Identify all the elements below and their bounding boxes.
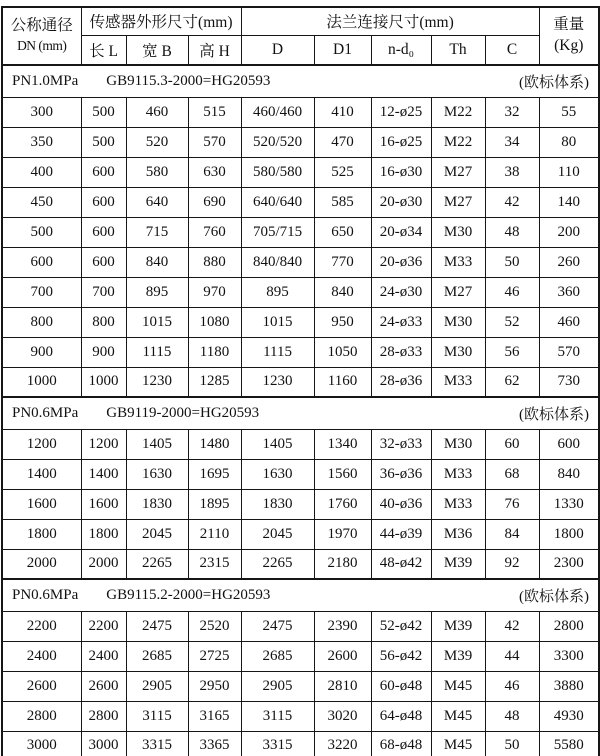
cell-c: 46 — [485, 671, 539, 701]
cell-n-d0: 24-ø33 — [371, 307, 431, 337]
cell-length-l: 2000 — [81, 549, 126, 579]
section-header-row — [2, 579, 599, 611]
cell-length-l: 700 — [81, 277, 126, 307]
cell-d: 1830 — [241, 489, 314, 519]
cell-dn: 2400 — [2, 641, 81, 671]
cell-dn: 800 — [2, 307, 81, 337]
cell-n-d0: 12-ø25 — [371, 97, 431, 127]
cell-d1: 2180 — [314, 549, 371, 579]
cell-dn: 300 — [2, 97, 81, 127]
cell-n-d0: 68-ø48 — [371, 731, 431, 756]
cell-d: 460/460 — [241, 97, 314, 127]
cell-n-d0: 36-ø36 — [371, 459, 431, 489]
cell-height-h: 880 — [188, 247, 241, 277]
cell-dn: 2200 — [2, 611, 81, 641]
cell-d1: 650 — [314, 217, 371, 247]
cell-length-l: 1000 — [81, 367, 126, 397]
cell-d: 3115 — [241, 701, 314, 731]
cell-c: 34 — [485, 127, 539, 157]
cell-length-l: 600 — [81, 157, 126, 187]
cell-weight: 360 — [539, 277, 599, 307]
cell-height-h: 515 — [188, 97, 241, 127]
cell-length-l: 1600 — [81, 489, 126, 519]
table-row — [2, 611, 599, 641]
cell-n-d0: 20-ø36 — [371, 247, 431, 277]
cell-width-b: 1115 — [126, 337, 188, 367]
cell-height-h: 3165 — [188, 701, 241, 731]
cell-dn: 500 — [2, 217, 81, 247]
page — [0, 6, 600, 756]
header-d: D — [241, 35, 314, 65]
cell-d1: 525 — [314, 157, 371, 187]
cell-height-h: 1695 — [188, 459, 241, 489]
cell-weight: 140 — [539, 187, 599, 217]
cell-width-b: 715 — [126, 217, 188, 247]
header-weight-line2: (Kg) — [554, 37, 584, 54]
cell-d1: 3020 — [314, 701, 371, 731]
cell-c: 42 — [485, 611, 539, 641]
table-row — [2, 127, 599, 157]
table-row — [2, 97, 599, 127]
cell-c: 62 — [485, 367, 539, 397]
cell-width-b: 1830 — [126, 489, 188, 519]
cell-dn: 2800 — [2, 701, 81, 731]
cell-length-l: 2800 — [81, 701, 126, 731]
cell-weight: 4930 — [539, 701, 599, 731]
header-height-h: 高 H — [188, 35, 241, 65]
table-row — [2, 277, 599, 307]
cell-length-l: 600 — [81, 247, 126, 277]
cell-d1: 1760 — [314, 489, 371, 519]
cell-dn: 1000 — [2, 367, 81, 397]
cell-th: M33 — [431, 489, 485, 519]
cell-weight: 840 — [539, 459, 599, 489]
cell-width-b: 520 — [126, 127, 188, 157]
header-weight-line1: 重量 — [553, 16, 585, 34]
header-flange-dimensions-group: 法兰连接尺寸(mm) — [241, 7, 539, 35]
header-sensor-dimensions-group: 传感器外形尺寸(mm) — [81, 7, 241, 35]
cell-th: M27 — [431, 187, 485, 217]
cell-dn: 350 — [2, 127, 81, 157]
header-weight — [539, 7, 599, 65]
table-row — [2, 307, 599, 337]
cell-width-b: 580 — [126, 157, 188, 187]
cell-weight: 80 — [539, 127, 599, 157]
cell-d: 1115 — [241, 337, 314, 367]
cell-weight: 110 — [539, 157, 599, 187]
section-note: (欧标体系) — [519, 588, 590, 605]
cell-d: 580/580 — [241, 157, 314, 187]
cell-width-b: 1230 — [126, 367, 188, 397]
section-pressure-rating: PN0.6MPa — [12, 586, 79, 603]
cell-dn: 600 — [2, 247, 81, 277]
cell-height-h: 570 — [188, 127, 241, 157]
cell-height-h: 1480 — [188, 429, 241, 459]
cell-n-d0: 52-ø42 — [371, 611, 431, 641]
cell-width-b: 2265 — [126, 549, 188, 579]
cell-th: M33 — [431, 247, 485, 277]
cell-height-h: 2725 — [188, 641, 241, 671]
cell-dn: 400 — [2, 157, 81, 187]
cell-height-h: 970 — [188, 277, 241, 307]
cell-height-h: 2520 — [188, 611, 241, 641]
cell-th: M45 — [431, 701, 485, 731]
cell-c: 52 — [485, 307, 539, 337]
cell-d: 1015 — [241, 307, 314, 337]
cell-weight: 730 — [539, 367, 599, 397]
cell-weight: 3300 — [539, 641, 599, 671]
cell-d1: 840 — [314, 277, 371, 307]
cell-width-b: 1405 — [126, 429, 188, 459]
dimension-spec-table — [1, 6, 600, 756]
cell-dn: 2000 — [2, 549, 81, 579]
cell-width-b: 2905 — [126, 671, 188, 701]
cell-weight: 570 — [539, 337, 599, 367]
cell-dn: 2600 — [2, 671, 81, 701]
section-header-cell — [2, 397, 599, 429]
header-width-b: 宽 B — [126, 35, 188, 65]
section-standard-code: GB9115.3-2000=HG20593 — [106, 72, 271, 89]
cell-length-l: 1400 — [81, 459, 126, 489]
cell-weight: 55 — [539, 97, 599, 127]
cell-width-b: 3115 — [126, 701, 188, 731]
cell-n-d0: 28-ø33 — [371, 337, 431, 367]
cell-weight: 200 — [539, 217, 599, 247]
table-row — [2, 247, 599, 277]
cell-height-h: 1080 — [188, 307, 241, 337]
cell-c: 38 — [485, 157, 539, 187]
cell-th: M33 — [431, 459, 485, 489]
cell-width-b: 460 — [126, 97, 188, 127]
cell-c: 76 — [485, 489, 539, 519]
cell-th: M27 — [431, 157, 485, 187]
cell-length-l: 1800 — [81, 519, 126, 549]
header-n-d0: n-d₀ — [371, 35, 431, 65]
cell-width-b: 2045 — [126, 519, 188, 549]
cell-weight: 5580 — [539, 731, 599, 756]
cell-height-h: 690 — [188, 187, 241, 217]
table-row — [2, 187, 599, 217]
cell-d: 2905 — [241, 671, 314, 701]
cell-d: 705/715 — [241, 217, 314, 247]
cell-c: 92 — [485, 549, 539, 579]
cell-d1: 2390 — [314, 611, 371, 641]
cell-th: M30 — [431, 217, 485, 247]
cell-c: 68 — [485, 459, 539, 489]
cell-dn: 1200 — [2, 429, 81, 459]
cell-width-b: 3315 — [126, 731, 188, 756]
cell-length-l: 600 — [81, 187, 126, 217]
cell-width-b: 1015 — [126, 307, 188, 337]
cell-d: 2685 — [241, 641, 314, 671]
cell-n-d0: 24-ø30 — [371, 277, 431, 307]
cell-th: M22 — [431, 127, 485, 157]
cell-d: 2265 — [241, 549, 314, 579]
table-header — [2, 7, 599, 65]
cell-th: M30 — [431, 429, 485, 459]
cell-weight: 1330 — [539, 489, 599, 519]
table-row — [2, 731, 599, 756]
cell-c: 44 — [485, 641, 539, 671]
section-note: (欧标体系) — [519, 406, 590, 423]
cell-d: 640/640 — [241, 187, 314, 217]
cell-dn: 450 — [2, 187, 81, 217]
cell-d: 3315 — [241, 731, 314, 756]
cell-c: 60 — [485, 429, 539, 459]
cell-c: 32 — [485, 97, 539, 127]
section-pressure-rating: PN0.6MPa — [12, 404, 79, 421]
cell-th: M39 — [431, 641, 485, 671]
section-note: (欧标体系) — [519, 74, 590, 91]
table-row — [2, 367, 599, 397]
cell-height-h: 1285 — [188, 367, 241, 397]
cell-width-b: 2475 — [126, 611, 188, 641]
cell-width-b: 2685 — [126, 641, 188, 671]
cell-d: 520/520 — [241, 127, 314, 157]
cell-th: M39 — [431, 611, 485, 641]
cell-c: 84 — [485, 519, 539, 549]
cell-d: 2475 — [241, 611, 314, 641]
cell-n-d0: 16-ø25 — [371, 127, 431, 157]
cell-d: 840/840 — [241, 247, 314, 277]
cell-th: M30 — [431, 307, 485, 337]
table-row — [2, 549, 599, 579]
cell-height-h: 760 — [188, 217, 241, 247]
cell-n-d0: 44-ø39 — [371, 519, 431, 549]
cell-c: 48 — [485, 217, 539, 247]
cell-width-b: 640 — [126, 187, 188, 217]
cell-length-l: 2600 — [81, 671, 126, 701]
cell-th: M27 — [431, 277, 485, 307]
cell-n-d0: 64-ø48 — [371, 701, 431, 731]
cell-height-h: 2950 — [188, 671, 241, 701]
cell-c: 42 — [485, 187, 539, 217]
cell-d1: 3220 — [314, 731, 371, 756]
header-th: Th — [431, 35, 485, 65]
cell-n-d0: 16-ø30 — [371, 157, 431, 187]
cell-length-l: 800 — [81, 307, 126, 337]
cell-weight: 2300 — [539, 549, 599, 579]
cell-weight: 3880 — [539, 671, 599, 701]
cell-n-d0: 20-ø30 — [371, 187, 431, 217]
cell-dn: 1800 — [2, 519, 81, 549]
cell-length-l: 2200 — [81, 611, 126, 641]
cell-height-h: 2110 — [188, 519, 241, 549]
cell-width-b: 895 — [126, 277, 188, 307]
cell-dn: 700 — [2, 277, 81, 307]
cell-weight: 1800 — [539, 519, 599, 549]
cell-length-l: 500 — [81, 97, 126, 127]
cell-d1: 2600 — [314, 641, 371, 671]
cell-n-d0: 56-ø42 — [371, 641, 431, 671]
cell-c: 56 — [485, 337, 539, 367]
cell-d1: 1340 — [314, 429, 371, 459]
cell-d1: 410 — [314, 97, 371, 127]
table-body — [2, 65, 599, 756]
cell-height-h: 1180 — [188, 337, 241, 367]
cell-height-h: 1895 — [188, 489, 241, 519]
table-row — [2, 701, 599, 731]
section-header-row — [2, 397, 599, 429]
cell-length-l: 600 — [81, 217, 126, 247]
cell-length-l: 900 — [81, 337, 126, 367]
cell-weight: 460 — [539, 307, 599, 337]
cell-d1: 1970 — [314, 519, 371, 549]
cell-c: 50 — [485, 731, 539, 756]
cell-weight: 600 — [539, 429, 599, 459]
cell-length-l: 1200 — [81, 429, 126, 459]
cell-length-l: 2400 — [81, 641, 126, 671]
cell-th: M45 — [431, 671, 485, 701]
table-row — [2, 641, 599, 671]
cell-c: 46 — [485, 277, 539, 307]
cell-n-d0: 20-ø34 — [371, 217, 431, 247]
header-nominal-diameter — [2, 7, 81, 65]
cell-dn: 900 — [2, 337, 81, 367]
section-pressure-rating: PN1.0MPa — [12, 72, 79, 89]
section-standard-code: GB9115.2-2000=HG20593 — [106, 586, 271, 603]
header-d1: D1 — [314, 35, 371, 65]
table-row — [2, 459, 599, 489]
header-length-l: 长 L — [81, 35, 126, 65]
cell-th: M39 — [431, 549, 485, 579]
table-row — [2, 519, 599, 549]
cell-weight: 2800 — [539, 611, 599, 641]
cell-height-h: 630 — [188, 157, 241, 187]
section-header-cell — [2, 65, 599, 97]
section-header-cell — [2, 579, 599, 611]
cell-d1: 470 — [314, 127, 371, 157]
cell-d1: 1560 — [314, 459, 371, 489]
cell-dn: 1600 — [2, 489, 81, 519]
cell-c: 48 — [485, 701, 539, 731]
cell-d: 1230 — [241, 367, 314, 397]
cell-c: 50 — [485, 247, 539, 277]
cell-height-h: 3365 — [188, 731, 241, 756]
table-row — [2, 429, 599, 459]
cell-d1: 1160 — [314, 367, 371, 397]
cell-length-l: 500 — [81, 127, 126, 157]
cell-d: 1630 — [241, 459, 314, 489]
table-row — [2, 489, 599, 519]
table-row — [2, 217, 599, 247]
table-row — [2, 157, 599, 187]
cell-d1: 770 — [314, 247, 371, 277]
cell-n-d0: 32-ø33 — [371, 429, 431, 459]
section-header-row — [2, 65, 599, 97]
cell-dn: 3000 — [2, 731, 81, 756]
cell-length-l: 3000 — [81, 731, 126, 756]
cell-d: 895 — [241, 277, 314, 307]
header-nominal-diameter-line1: 公称通径 — [10, 17, 73, 35]
cell-d: 2045 — [241, 519, 314, 549]
section-standard-code: GB9119-2000=HG20593 — [106, 404, 260, 421]
cell-th: M33 — [431, 367, 485, 397]
cell-th: M30 — [431, 337, 485, 367]
cell-n-d0: 60-ø48 — [371, 671, 431, 701]
cell-n-d0: 40-ø36 — [371, 489, 431, 519]
cell-width-b: 1630 — [126, 459, 188, 489]
cell-width-b: 840 — [126, 247, 188, 277]
cell-d: 1405 — [241, 429, 314, 459]
cell-height-h: 2315 — [188, 549, 241, 579]
header-c: C — [485, 35, 539, 65]
cell-d1: 950 — [314, 307, 371, 337]
cell-d1: 1050 — [314, 337, 371, 367]
cell-dn: 1400 — [2, 459, 81, 489]
cell-th: M36 — [431, 519, 485, 549]
table-row — [2, 337, 599, 367]
cell-d1: 2810 — [314, 671, 371, 701]
table-row — [2, 671, 599, 701]
cell-th: M22 — [431, 97, 485, 127]
header-nominal-diameter-line2: DN (mm) — [17, 38, 67, 54]
cell-th: M45 — [431, 731, 485, 756]
cell-n-d0: 48-ø42 — [371, 549, 431, 579]
cell-weight: 260 — [539, 247, 599, 277]
cell-n-d0: 28-ø36 — [371, 367, 431, 397]
cell-d1: 585 — [314, 187, 371, 217]
